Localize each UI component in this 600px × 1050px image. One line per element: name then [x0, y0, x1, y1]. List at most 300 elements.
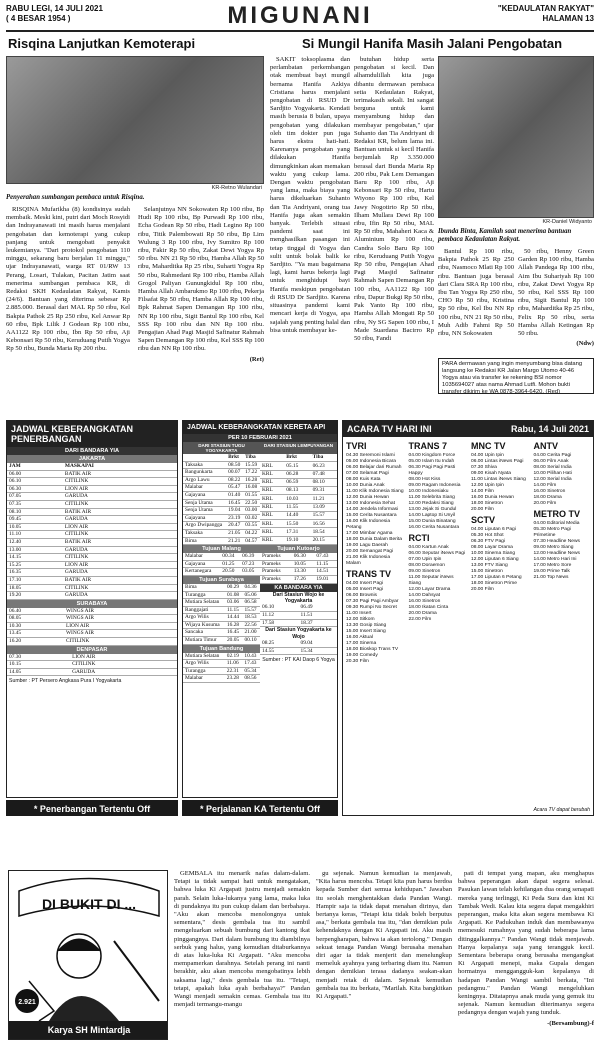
tv-program-item: 04.00 Liputan 6 Pagi [471, 527, 516, 532]
cartoon-illustration [9, 871, 168, 1021]
right-photo [438, 56, 594, 218]
train-section-malang: Tujuan Malang [183, 545, 260, 553]
train-tugu-row [183, 499, 260, 507]
tv-channel-logo: MNC TV [471, 441, 506, 451]
tv-program-item: 09.00 Ragam Indonesia [408, 483, 461, 488]
tv-program-item: 08.00 Layar Drama [471, 545, 513, 550]
train-tugu-cell: Bima [183, 537, 226, 545]
tv-program-item: 11.00 Seputar iNews Siang [408, 575, 454, 586]
tv-program-item: 08.00 Doraemon [408, 563, 445, 568]
train-surabaya-cell: Wijaya Kusuma [183, 621, 225, 629]
flight-jakarta-cell: LION AIR [63, 523, 177, 531]
train-tugu-cell: Argo Dwipangga [183, 522, 226, 530]
train-kutoarjo-cell: 06.30 [292, 553, 315, 560]
flight-denpasar-row [7, 654, 177, 661]
flight-denpasar-cell: 14.05 [7, 668, 70, 676]
tv-program-item: 07.00 Upin Ipin [408, 557, 442, 562]
train-table-lempuyangan [260, 454, 337, 545]
tv-program-item: 10.00 Sinema Siang [471, 551, 516, 556]
flight-surabaya-cell: LION AIR [64, 622, 177, 630]
train-bandung-cell: 02.19 [225, 653, 243, 660]
train-tugu-cell: 17.22 [243, 469, 260, 477]
page-header [0, 0, 600, 40]
tv-program-item: 05.00 Insert Pagi [346, 587, 383, 592]
train-tugu-cell: Malabar [183, 484, 226, 492]
train-bandung-cell: 05.34 [242, 667, 260, 675]
train-tugu-cell: 21.21 [226, 537, 243, 545]
flight-jakarta-row [7, 546, 177, 554]
cartoon-credit: Karya SH Mintardja [9, 1021, 168, 1039]
tv-program-item: 18.00 Sinetron [471, 501, 503, 506]
train-ka-bandara: KA BANDARA YIA [260, 584, 337, 592]
train-kutoarjo-cell: 11.15 [314, 560, 337, 568]
flight-jakarta-cell: LION AIR [63, 485, 177, 493]
train-tugu-cell: 08.50 [226, 461, 243, 469]
tv-program-item: 07.30 Pagi Pagi Ambyar [346, 599, 399, 604]
train-tugu-cell: 01.55 [243, 491, 260, 499]
train-tugu-cell: 00.07 [226, 469, 243, 477]
flight-jakarta-cell: 07.35 [7, 500, 63, 508]
train-lempuyangan-row [260, 470, 337, 478]
tv-program-item: 14.00 Dahsyat [408, 593, 441, 598]
tv-program-item: 13.00 Indonesia Sehat [346, 501, 395, 506]
train-kutoarjo-row [260, 568, 337, 576]
left-photo-credit: KR-Retno Wulandari [211, 185, 262, 191]
flight-jakarta-row [7, 561, 177, 569]
train-surabaya-cell: Argo Wilis [183, 614, 225, 622]
train-tugu-cell: 21.05 [226, 529, 243, 537]
right-col-1: SAKIT toksoplasma dan perlambatan perkembangan otak membuat bayi mungil bernama Hanifa Azkiya Cristiana harus menjalani pengobatan di RSUD Dr Sardjito Yogyakarta. Kendati masih berusia 8 bulan, upaya pengobatan yang dilakukan oleh tim dokter pun juga harus ekstra hati-hati. Karenanya pengobatan yang dilakukan Hanifa dimungkinkan akan memakan waktu yang cukup lama. Dengan waktu pengobatan yang lama, maka biaya yang harus dikeluarkan Suhanto dan Tia Andriyani, orang tua Hanifa juga akan semakin banyak. Terlebih situasi pandemi saat ini menghasilkan pasangan ini tetap tinggal di Yogya dan sulit untuk bolak balik ke Sardjito. "Ya mau bagaimana lagi, kami harus bekerja lagi untuk menghidupi bayi Hanifa meskipun pengobatan di RSUD Dr Sardjito. Karena situasinya pandemi kami mencari kerja di Yogya, apa sajalah yang penting halal dan bisa untuk membayar ke- [270, 56, 350, 334]
train-kutoarjo-cell: Prameks [260, 560, 292, 568]
tv-program-item: 15.00 Sinetron [471, 569, 503, 574]
train-surabaya-cell: 05.06 [242, 591, 260, 599]
train-kutoarjo-cell: 07.43 [314, 553, 337, 560]
flight-jakarta-row [7, 554, 177, 562]
train-lempuyangan-row [260, 487, 337, 495]
train-section-surabaya: Tujuan Surabaya [183, 576, 260, 584]
flight-surabaya-cell: CITILINK [64, 638, 177, 646]
right-col-3: Bantul Rp 100 ribu, Bakpia Pathok 25 Rp 250 ribu, Nasmoco Mlati Rp 100 ribu. Bantuan juga berasal dari Clara SRA Rp 100 ribu, Ibu Tan Yogya Rp 250 ribu, CHO Rp 50 ribu, Kristina Rp 50 ribu, Kel Ibu NN Rp 100 ribu, NN 21 Rp 50 ribu, Muh Adib Fahmi Rp 50 ribu, NN Sokowaten [438, 248, 514, 338]
tv-program-item: 04.00 Kingdom Force [408, 453, 456, 458]
train-yk-row [260, 640, 337, 647]
tv-program-item: 06.00 Film Anak [533, 459, 569, 464]
left-photo [6, 56, 264, 184]
flight-jakarta-cell: 06.00 [7, 470, 63, 478]
train-tables-top [183, 454, 337, 545]
tv-column [471, 439, 530, 803]
flight-denpasar-row [7, 668, 177, 676]
flight-jakarta-cell: 19.20 [7, 592, 63, 600]
tv-channel-logo: TRANS 7 [408, 441, 448, 451]
tv-program-item: 05.30 Metro Pagi Primetime [533, 527, 571, 538]
train-surabaya-cell: 16.45 [225, 629, 243, 637]
train-lempuyangan-cell: 15.57 [311, 511, 337, 519]
flight-jakarta-cell: BATIK AIR [63, 470, 177, 478]
train-from-yk: Dari Stasiun Yogyakarta ke Wojo [265, 627, 332, 640]
train-station-heads [183, 442, 337, 454]
flight-surabaya-cell: 06.40 [7, 608, 64, 615]
train-kutoarjo-cell: 19.01 [314, 575, 337, 583]
flight-jakarta-cell: 10.05 [7, 523, 63, 531]
tv-program-item: 18.00 Dunia Dalam Berita [346, 537, 403, 542]
train-surabaya-cell: 06.58 [242, 599, 260, 607]
right-article-end: (Ndw) [576, 340, 594, 348]
train-kutoarjo-block [260, 545, 337, 683]
flight-jakarta-cell: 11.10 [7, 531, 63, 539]
train-surabaya-cell: 03.06 [225, 599, 243, 607]
train-tugu-row [183, 537, 260, 545]
train-lempuyangan-cell: 06.59 [284, 478, 310, 486]
flight-surabaya-row [7, 638, 177, 646]
flight-jakarta-cell: LION AIR [63, 561, 177, 569]
train-tugu-cell: 08.22 [226, 476, 243, 484]
train-surabaya-cell: 16.28 [225, 621, 243, 629]
tv-program-item: 18.00 Drama [533, 495, 562, 500]
train-surabaya-row [183, 591, 260, 599]
train-surabaya-row [183, 584, 260, 591]
flight-surabaya-row [7, 630, 177, 638]
tv-program-item: 15.00 Insert Siang [346, 629, 386, 634]
tv-program-item: 12.00 Redaksi Siang [408, 501, 454, 506]
train-tugu-cell: 04.57 [243, 537, 260, 545]
tv-program-item: 19.00 Prime Talk [533, 569, 570, 574]
train-tugu-cell: 03.55 [243, 522, 260, 530]
train-table-tugu [183, 454, 260, 545]
tv-program-item: 15.00 Cerita Nusantara [346, 513, 397, 518]
flight-jakarta-row [7, 538, 177, 546]
flight-footer: * Penerbangan Tertentu Off [6, 800, 178, 816]
tv-program-item: 12.00 Layar Drama [408, 587, 451, 592]
header-rule [6, 30, 594, 32]
train-surabaya-cell: 00.29 [225, 584, 243, 591]
tv-program-item: 04.00 Upin Ipin [471, 453, 504, 458]
tv-program-item: 06.30 FTV Pagi [471, 539, 505, 544]
train-tugu-row [183, 529, 260, 537]
masthead: MIGUNANI [227, 2, 373, 29]
tv-channel-logo: ANTV [533, 441, 558, 451]
flight-surabaya-cell: 08.05 [7, 615, 64, 623]
tv-program-item: 22.00 Film [408, 617, 432, 622]
train-lempuyangan-cell: 19.10 [284, 536, 310, 544]
train-from-wojo: Dari Stasiun Wojo ke Yogyakarta [272, 591, 325, 604]
tv-program-item: 20.00 Film [533, 501, 557, 506]
tv-program-item: 12.00 Sitkom [346, 617, 375, 622]
tv-program-item: 20.00 Film [471, 507, 494, 512]
train-lempuyangan-cell: 20.15 [311, 536, 337, 544]
train-lempuyangan-cell: 14.40 [284, 511, 310, 519]
train-tugu-cell: 16.45 [226, 499, 243, 507]
train-lempuyangan-cell: 08.10 [311, 478, 337, 486]
tv-program-item: 07.30 Headline News [533, 539, 580, 544]
tv-program-item: 04.00 Kartun Anak [408, 545, 449, 550]
train-tugu-row [183, 522, 260, 530]
train-lempuyangan-cell: 08.13 [284, 487, 310, 495]
flight-jakarta-row [7, 576, 177, 584]
flight-denpasar-cell: 07.30 [7, 654, 70, 661]
tv-program-item: 05.00 Islam Itu Indah [408, 459, 455, 464]
tv-program-item: 10.00 Pilihan Hati [533, 471, 572, 476]
train-source: Sumber : PT KAI Daop 6 Yogya [262, 657, 335, 664]
train-surabaya-cell: 21.00 [242, 629, 260, 637]
tv-program-item: 20.00 Semangat Pagi [346, 549, 394, 554]
cartoon-number: 2.921 [18, 999, 36, 1006]
train-lempuyangan-cell: KRL [260, 495, 284, 503]
train-malang-row [183, 568, 260, 576]
train-surabaya-cell: 11.15 [225, 606, 243, 614]
tv-program-item: 06.00 Lintas iNews Pagi [471, 459, 524, 464]
flight-jakarta-cell: 16.35 [7, 569, 63, 577]
tv-program-item: 20.00 Drama [408, 611, 437, 616]
train-kutoarjo-cell: 10.05 [292, 560, 315, 568]
flight-surabaya-row [7, 608, 177, 615]
train-tugu-cell: Argo Lawu [183, 476, 226, 484]
flight-surabaya-cell: WINGS AIR [64, 615, 177, 623]
flight-denpasar-row [7, 661, 177, 669]
train-lempuyangan-cell: KRL [260, 503, 284, 511]
train-wojo-cell: 06.10 [260, 604, 299, 611]
tv-channel-grid [346, 439, 592, 803]
tv-program-item: 07.00 Selamat Pagi [346, 471, 389, 476]
train-lempuyangan-row [260, 528, 337, 536]
tv-program-item: 15.00 Dunia Binatang [408, 519, 456, 524]
flight-jakarta-cell: CITILINK [63, 584, 177, 592]
tv-program-item: 14.00 Film [533, 483, 557, 488]
flight-jakarta-cell: 06.10 [7, 478, 63, 486]
flight-table-jakarta [7, 463, 177, 600]
flight-jakarta-cell: 08.10 [7, 508, 63, 516]
train-lempuyangan-cell: KRL [260, 487, 284, 495]
train-surabaya-row [183, 606, 260, 614]
train-yk-row [260, 647, 337, 655]
flight-denpasar-cell: LION AIR [70, 654, 177, 661]
train-surabaya-row [183, 629, 260, 637]
train-lempuyangan-cell: 05.15 [284, 462, 310, 470]
train-malang-cell: Malabar [183, 553, 220, 560]
train-malang-cell: 03.05 [240, 568, 260, 576]
flight-dest-jakarta: JAKARTA [7, 455, 177, 463]
train-lempuyangan-cell: 11.21 [311, 495, 337, 503]
train-wojo-row [260, 604, 337, 611]
tv-program-item: 17.00 Sinema [346, 641, 377, 646]
flight-source: Sumber : PT Persero Angkasa Pura I Yogyakarta [9, 678, 122, 685]
train-tugu-cell: 03.02 [243, 514, 260, 522]
train-kutoarjo-cell: 17.26 [292, 575, 315, 583]
tv-channel-logo: TRANS TV [346, 569, 391, 579]
tv-program-item: 12.00 Liputan 6 Siang [471, 557, 519, 562]
tv-column [409, 439, 468, 803]
flight-surabaya-cell: WINGS AIR [64, 630, 177, 638]
train-table-surabaya [183, 584, 260, 645]
tv-program-item: 13.00 Jejak Si Gundul [408, 507, 457, 512]
train-surabaya-cell: 01.08 [225, 591, 243, 599]
train-bandung-cell: 22.31 [225, 667, 243, 675]
tv-program-item: 16.00 Klik Indonesia Petang [346, 519, 391, 530]
train-lempuyangan-row [260, 478, 337, 486]
train-footer: * Perjalanan KA Tertentu Off [182, 800, 338, 816]
tv-program-item: 17.00 Mimbar Agama [346, 531, 393, 536]
train-table-bandung [183, 653, 260, 683]
train-wojo-row [260, 611, 337, 619]
train-tugu-row [183, 507, 260, 515]
train-lempuyangan-cell: KRL [260, 478, 284, 486]
flight-title: JADWAL KEBERANGKATAN PENERBANGAN [7, 421, 177, 447]
train-tugu-cell: Gajayana [183, 514, 226, 522]
tv-program-item: 20.00 Film [471, 587, 494, 592]
bottom-article-end: -(Bersambung)-f [547, 1019, 594, 1027]
train-surabaya-cell: 15.57 [242, 606, 260, 614]
flight-jakarta-cell: GARUDA [63, 516, 177, 524]
tv-column [346, 439, 405, 803]
train-col-tiba: Tiba [243, 454, 260, 461]
train-wojo-row [260, 619, 337, 627]
tv-program-item: 16.00 Cerita Nusantara [408, 525, 460, 530]
flight-jakarta-row [7, 592, 177, 600]
train-kutoarjo-row [260, 560, 337, 568]
tv-program-item: 19.00 Comedy [346, 653, 378, 658]
page-info [498, 4, 594, 24]
train-lempuyangan-cell: 17.31 [284, 528, 310, 536]
train-bandung-row [183, 667, 260, 675]
tv-channel-logo: TVRI [346, 441, 367, 451]
train-yk-cell: 15.34 [299, 647, 338, 655]
page-number: HALAMAN 13 [542, 14, 594, 23]
flight-jakarta-cell: 17.10 [7, 576, 63, 584]
train-malang-cell: 01.25 [220, 560, 240, 568]
train-kutoarjo-row [260, 575, 337, 583]
train-lempuyangan-cell: KRL [260, 462, 284, 470]
train-tugu-cell: Taksaka [183, 529, 226, 537]
train-surabaya-cell: 20.05 [225, 637, 243, 645]
flight-jakarta-row [7, 508, 177, 516]
flight-denpasar-cell: GARUDA [70, 668, 177, 676]
train-tugu-cell: 03.00 [243, 507, 260, 515]
right-article [270, 36, 594, 396]
tv-source: Acara TV dapat berubah [533, 806, 590, 813]
tv-program-item: 21.00 Top News [533, 575, 569, 580]
flight-table-denpasar [7, 654, 177, 677]
train-lempuyangan-cell: KRL [260, 528, 284, 536]
train-table-wojo [260, 604, 337, 627]
tv-program-item: 06.00 Brownis [346, 593, 377, 598]
tv-program-item: 04.00 Cerita Pagi [533, 453, 572, 458]
train-tugu-cell: Senja Utama [183, 499, 226, 507]
train-from-tugu: DARI STASIUN TUGU YOGYAKARTA [183, 442, 260, 454]
flight-from-yia: DARI BANDARA YIA [7, 447, 177, 455]
train-bandung-row [183, 660, 260, 668]
train-lempuyangan-cell: 07.48 [311, 470, 337, 478]
flight-jakarta-cell: BATIK AIR [63, 508, 177, 516]
train-surabaya-cell: 04.36 [242, 584, 260, 591]
train-surabaya-row [183, 637, 260, 645]
flight-jakarta-row [7, 470, 177, 478]
flight-jakarta-cell: 18.05 [7, 584, 63, 592]
train-malang-cell: 07.23 [240, 560, 260, 568]
flight-jakarta-cell: GARUDA [63, 493, 177, 501]
left-col-2: Selanjutnya NN Sokowaten Rp 100 ribu, Bp Hudi Rp 100 ribu, Bp Purwadi Rp 100 ribu, Echa Godean Rp 50 ribu, Hadi Leginо Rp 100 ribu, Titik Palembowati Rp 50 ribu, Bp Lim Wulung 3 Rp 100 ribu, Ivy Sumitro Rp 100 ribu, Fakir Rp 50 ribu, Zakat Dewi Yogya Rp 50 ribu. NN 21 Rp 50 ribu, Hamba Allah Rp 50 ribu, Maharditka Rp 25 ribu, Suharti Yogya Rp 50 ribu, Rahmedani Rp 100 ribu, Hamba Allah Grogol Paliyan Gunungkidul Rp 100 ribu, Hamba Allah Ambarukmo Rp 100 ribu, Pekerja Filsafat Rp 50 ribu, Hamba Allah Rp 100 ribu, Bpk Rahmat Sapen Demangan Rp 100 ribu, NN Rp 100 ribu, Sigit Bantul Rp 100 ribu, Kel SSS Rp 100 ribu dan NN Rp 100 ribu. Pengajian Ahad Pagi Masjid Safinatur Rahmah Sapen Demangan Rp 100 ribu, Kel SSS Rp 100 ribu dan NN Rp 100 ribu. (Ret) [138, 206, 264, 363]
flight-surabaya-cell: 13.45 [7, 630, 64, 638]
right-headline: Si Mungil Hanifa Masih Jalani Pengobatan [301, 36, 563, 51]
tv-program-item: 04.30 Seremoni Islami [346, 453, 395, 458]
tv-channel-logo: RCTI [408, 533, 430, 543]
tv-program-item: 06.00 Belajar dari Rumah [346, 465, 402, 470]
date-line: RABU LEGI, 14 JULI 2021 [6, 4, 103, 13]
tv-channel-logo: SCTV [471, 515, 496, 525]
tv-program-item: 09.00 Kisah Nyata [471, 471, 511, 476]
flight-surabaya-cell: 16.20 [7, 638, 64, 646]
train-yk-cell: 08.25 [260, 640, 299, 647]
tv-program-item: 17.00 Metro Sore [533, 563, 572, 568]
train-surabaya-cell: 00.10 [242, 637, 260, 645]
cartoon-title: DI BUKIT DI ... [41, 896, 137, 912]
tv-program-item: 08.00 Hot Kiss [408, 477, 441, 482]
bottom-col-1: GEMBALA itu menarik nafas dalam-dalam. Tetapi ia tidak sampai hati untuk mengatakan, bahwa luka Ki Argapati justru menjadi semakin parah. Selain luka-lukanya yang lama, maka luka di pundaknya itu pun cukup dalam dan berbahaya. "Aku akan mencoba menolongnya untuk sementara," desis gembala tua itu sambil mengeluarkan sebuah bumbung dari kantong ikat pinggangnya. Dari dalam bumbung itu diambilnya serbuk yang halus, yang kemudian ditaburkannya di atas luka-luka Ki Argapati. "Aku mencoba mempamerkan darahnya. Setelah perang ini nanti berakhir, aku akan mencoba mengobatinya lebih saksama lagi," desis gembala tua itu. "Tetapi, tetapi, apakah luka ayah berbahaya?" Pandan Wangi menjadi semakin cemas. Gembala tua itu menjadi termangu-mangu [174, 870, 310, 1009]
tv-program-item: 17.00 Liputan 6 Petang [471, 575, 522, 580]
train-bandung-cell: Turangga [183, 667, 225, 675]
tv-program-item: 10.00 Indonesiaku [408, 489, 449, 494]
tv-program-item: 12.00 Serial India [533, 477, 572, 482]
tv-program-item: 11.00 Selebrita Siang [408, 495, 455, 500]
train-surabaya-cell: Sancaka [183, 629, 225, 637]
train-bandung-row [183, 653, 260, 660]
tv-program-item: 21.00 Klik Indonesia Malam [346, 555, 391, 566]
train-yk-cell: 14.55 [260, 647, 299, 655]
right-caption: Ibunda Binta, Kamilah saat menerima bantuan pembaca Kedaulatan Rakyat. [438, 228, 572, 243]
train-surabaya-cell: Bima [183, 584, 225, 591]
train-tugu-row [183, 476, 260, 484]
train-surabaya-cell: 22.56 [242, 621, 260, 629]
tv-title: ACARA TV HARI INI [347, 424, 432, 434]
tv-program-item: 06.00 Seputar iNews Pagi [408, 551, 466, 556]
train-bandung-cell: Malabar [183, 675, 225, 683]
train-lempuyangan-cell: 13.09 [311, 503, 337, 511]
flight-jakarta-cell: BATIK AIR [63, 576, 177, 584]
tv-program-item: 14.00 Laptop Si Unyil [408, 513, 455, 518]
train-wojo-cell: 11.12 [260, 611, 299, 619]
flight-jakarta-cell: 07.05 [7, 493, 63, 501]
train-tugu-cell: Gajayana [183, 491, 226, 499]
train-wojo-cell: 06.49 [299, 604, 338, 611]
flight-col-maskapai: MASKAPAI [63, 463, 177, 470]
train-tugu-row [183, 484, 260, 492]
train-kutoarjo-cell: Prameks [260, 553, 292, 560]
train-tugu-cell: Taksaka [183, 461, 226, 469]
train-lempuyangan-row [260, 503, 337, 511]
bottom-col-2: gu sejenak. Namun kemudian ia menjawab, "Kita harus mencoba. Tetapi kita pun harus berdoa kepada Sumber dari semua kehidupan." Jawaban itu seolah menghentakkan dada Pandan Wangi. Hampir saja ia tidak dapat menahan dirinya, dan bertanya keras, "Tetapi kita tidak boleh berputus asa," berkata gembala tua itu, "dan demikian pula kehendaknya dengan Ki Argapati ini. Aku masih berpengharapan, bahwa ia akan tertolong." Dengan sekuat tenaga Pandan Wangi berusaha menahan diri agar ia tidak menjerit dan menelungkup memeluk ayahnya yang terbaring diam itu. Namun dengan demikian terasa dadanya seakan-akan menjadi retak di dalam. Sejenak kemudian gembala tua itu berkata, "Marilah. Kita bangkitkan Ki Argapati." [316, 870, 452, 1001]
sub-date: ( 4 BESAR 1954 ) [6, 14, 71, 23]
tv-program-item: 10.00 Dunia Anak [346, 483, 385, 488]
train-surabaya-row [183, 621, 260, 629]
tv-program-item: 18.00 Ikatan Cinta [408, 605, 449, 610]
left-article-end: (Ret) [249, 355, 264, 363]
train-bandung-cell: 23.28 [225, 675, 243, 683]
flight-jakarta-cell: CITILINK [63, 500, 177, 508]
train-tugu-cell: 15.59 [243, 461, 260, 469]
flight-jakarta-cell: GARUDA [63, 592, 177, 600]
train-tugu-cell: 05.47 [226, 484, 243, 492]
flight-col-jam: JAM [7, 463, 63, 470]
train-lempuyangan-cell: KRL [260, 470, 284, 478]
flight-jakarta-cell: 13.00 [7, 546, 63, 554]
tv-program-item: 05.00 Indonesia Bicara [346, 459, 397, 464]
train-malang-cell: Kertanegara [183, 568, 220, 576]
tv-program-item: 16.00 Dunia Hewan [471, 495, 514, 500]
train-lempuyangan-cell: KRL [260, 536, 284, 544]
tv-program-item: 08.00 Kuis Kata [346, 477, 381, 482]
right-col-2: butuhan hidup serta pengobatan si kecil. Dan alhamdulillah kita juga dibantu dermawan pembaca setia Kedaulatan Rakyat, terimakasih sekali. Ini sangat berguna untuk kami menyambung hidup dan membayar pengobatan," ujar Suhanto dan Tia Andriyani di Redaksi KR, belum lama ini. Bantuan untuk si kecil Hanifa berjumlah Rp 3.350.000 berasal dari Bunda Maria Rp 200 ribu, Pak Lem Demangan Baru Rp 100 ribu, Aji Kebonsari Rp 50 ribu, Hartu Wiyono Rp 100 ribu, Kel Jawy Nogotirto Rp 50 ribu, Ilham Mullara Dewi Rp 100 ribu, Ifin Rp 50 ribu, MAL Rp 50 ribu, Mahaheri Kaca & Aluminium Rp 100 ribu, Candra Solo Baru Rp 100 ribu, Keruduang Putih Yogya Rp 50 ribu, Pengajian Ahad Pagi Masjid Safinatur Rahmah Sapen Demangan Rp 100 ribu, AA1122 Rp 100 ribu, Dapur Bukgi Rp 50 ribu, Pak Yanto Rp 100 ribu, Hamba Allah Mongati Rp 50 ribu, Ny SG Sapen 100 ribu, I Made Suardana Bacirro Rp 50 ribu, Fandi [354, 56, 434, 342]
tv-program-item: 16.00 Sinetron [408, 599, 441, 604]
train-surabaya-cell: Turangga [183, 591, 225, 599]
train-lempuyangan-cell: 16.56 [311, 520, 337, 528]
